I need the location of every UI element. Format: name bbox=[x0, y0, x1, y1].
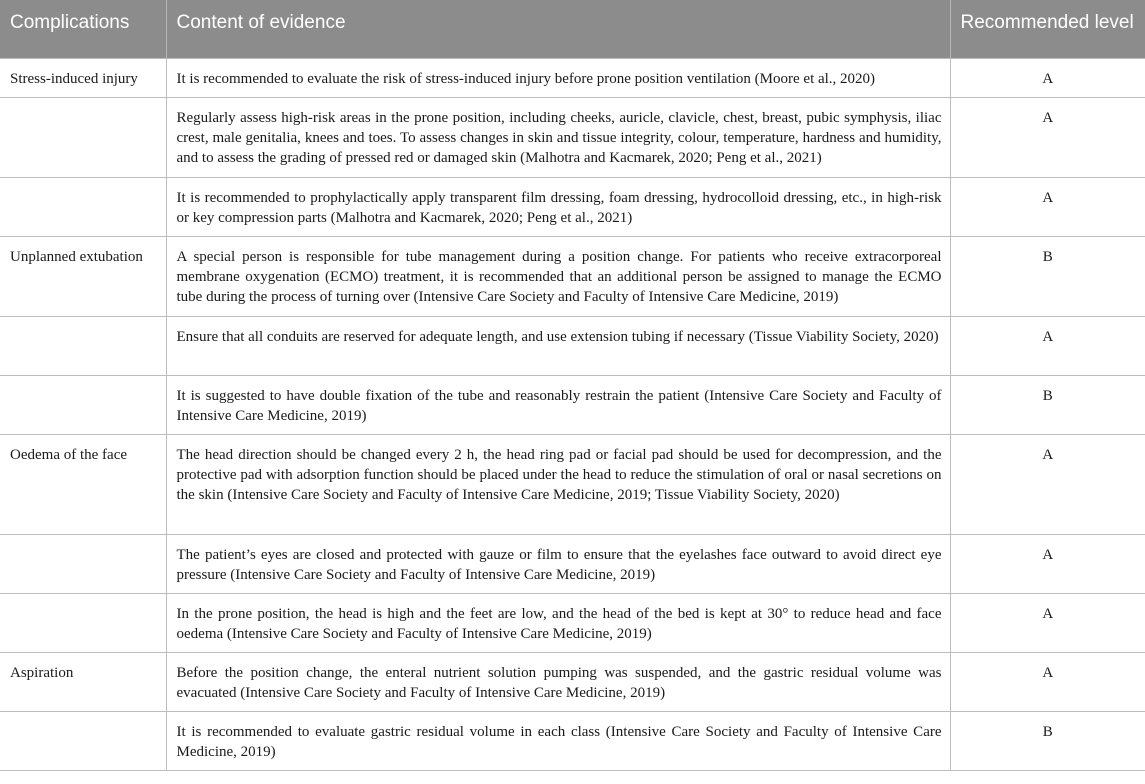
evidence-cell: The patient’s eyes are closed and protected with gauze or film to ensure that the eyelashes face outward to avoid direct eye pressure (Intensive Care Society and Faculty of Intensive Care Medicine, 2019) bbox=[166, 534, 950, 593]
complication-cell bbox=[0, 593, 166, 652]
evidence-cell: It is suggested to have double fixation of the tube and reasonably restrain the patient (Intensive Care Society and Faculty of Intensive Care Medicine, 2019) bbox=[166, 375, 950, 434]
header-recommended-level: Recommended level bbox=[950, 0, 1145, 58]
table-row bbox=[0, 593, 1145, 652]
table-row bbox=[0, 434, 1145, 534]
level-cell: A bbox=[950, 534, 1145, 593]
complication-cell bbox=[0, 316, 166, 375]
level-cell: B bbox=[950, 375, 1145, 434]
table-row bbox=[0, 177, 1145, 236]
level-cell: A bbox=[950, 316, 1145, 375]
complication-cell bbox=[0, 97, 166, 177]
evidence-cell: Before the position change, the enteral nutrient solution pumping was suspended, and the gastric residual volume was evacuated (Intensive Care Society and Faculty of Intensive Care Medicine, 2019) bbox=[166, 652, 950, 711]
level-cell: B bbox=[950, 711, 1145, 770]
header-row bbox=[0, 0, 1145, 58]
header-complications: Complications bbox=[0, 0, 166, 58]
level-cell: A bbox=[950, 593, 1145, 652]
level-cell: B bbox=[950, 236, 1145, 316]
table-row bbox=[0, 711, 1145, 770]
complication-cell bbox=[0, 711, 166, 770]
evidence-cell: It is recommended to prophylactically apply transparent film dressing, foam dressing, hydrocolloid dressing, etc., in high-risk or key compression parts (Malhotra and Kacmarek, 2020; Peng et al., 2021) bbox=[166, 177, 950, 236]
table-row bbox=[0, 652, 1145, 711]
complication-cell: Unplanned extubation bbox=[0, 236, 166, 316]
table-row bbox=[0, 375, 1145, 434]
evidence-cell: Ensure that all conduits are reserved for adequate length, and use extension tubing if necessary (Tissue Viability Society, 2020) bbox=[166, 316, 950, 375]
level-cell: A bbox=[950, 58, 1145, 97]
complication-cell bbox=[0, 177, 166, 236]
complication-cell: Oedema of the face bbox=[0, 434, 166, 534]
level-cell: A bbox=[950, 177, 1145, 236]
evidence-cell: Regularly assess high-risk areas in the prone position, including cheeks, auricle, clavicle, chest, breast, pubic symphysis, iliac crest, male genitalia, knees and toes. To assess changes in skin and tissue integrity, colour, temperature, hardness and humidity, and to assess the grading of pressed red or damaged skin (Malhotra and Kacmarek, 2020; Peng et al., 2021) bbox=[166, 97, 950, 177]
table-row bbox=[0, 58, 1145, 97]
level-cell: A bbox=[950, 652, 1145, 711]
table-row bbox=[0, 97, 1145, 177]
complication-cell: Aspiration bbox=[0, 652, 166, 711]
level-cell: A bbox=[950, 434, 1145, 534]
complication-cell: Stress-induced injury bbox=[0, 58, 166, 97]
evidence-cell: It is recommended to evaluate the risk of stress-induced injury before prone position ventilation (Moore et al., 2020) bbox=[166, 58, 950, 97]
evidence-cell: It is recommended to evaluate gastric residual volume in each class (Intensive Care Society and Faculty of Intensive Care Medicine, 2019) bbox=[166, 711, 950, 770]
complication-cell bbox=[0, 534, 166, 593]
table-row bbox=[0, 316, 1145, 375]
evidence-cell: The head direction should be changed every 2 h, the head ring pad or facial pad should be used for decompression, and the protective pad with adsorption function should be placed under the head to reduce the stimulation of oral or nasal secretions on the skin (Intensive Care Society and Faculty of Intensive Care Medicine, 2019; Tissue Viability Society, 2020) bbox=[166, 434, 950, 534]
table-row bbox=[0, 236, 1145, 316]
evidence-cell: A special person is responsible for tube management during a position change. For patients who receive extracorporeal membrane oxygenation (ECMO) treatment, it is recommended that an additional person be assigned to manage the ECMO tube during the process of turning over (Intensive Care Society and Faculty of Intensive Care Medicine, 2019) bbox=[166, 236, 950, 316]
evidence-cell: In the prone position, the head is high and the feet are low, and the head of the bed is kept at 30° to reduce head and face oedema (Intensive Care Society and Faculty of Intensive Care Medicine, 2019) bbox=[166, 593, 950, 652]
level-cell: A bbox=[950, 97, 1145, 177]
complication-cell bbox=[0, 375, 166, 434]
header-content-of-evidence: Content of evidence bbox=[166, 0, 950, 58]
table-row bbox=[0, 534, 1145, 593]
